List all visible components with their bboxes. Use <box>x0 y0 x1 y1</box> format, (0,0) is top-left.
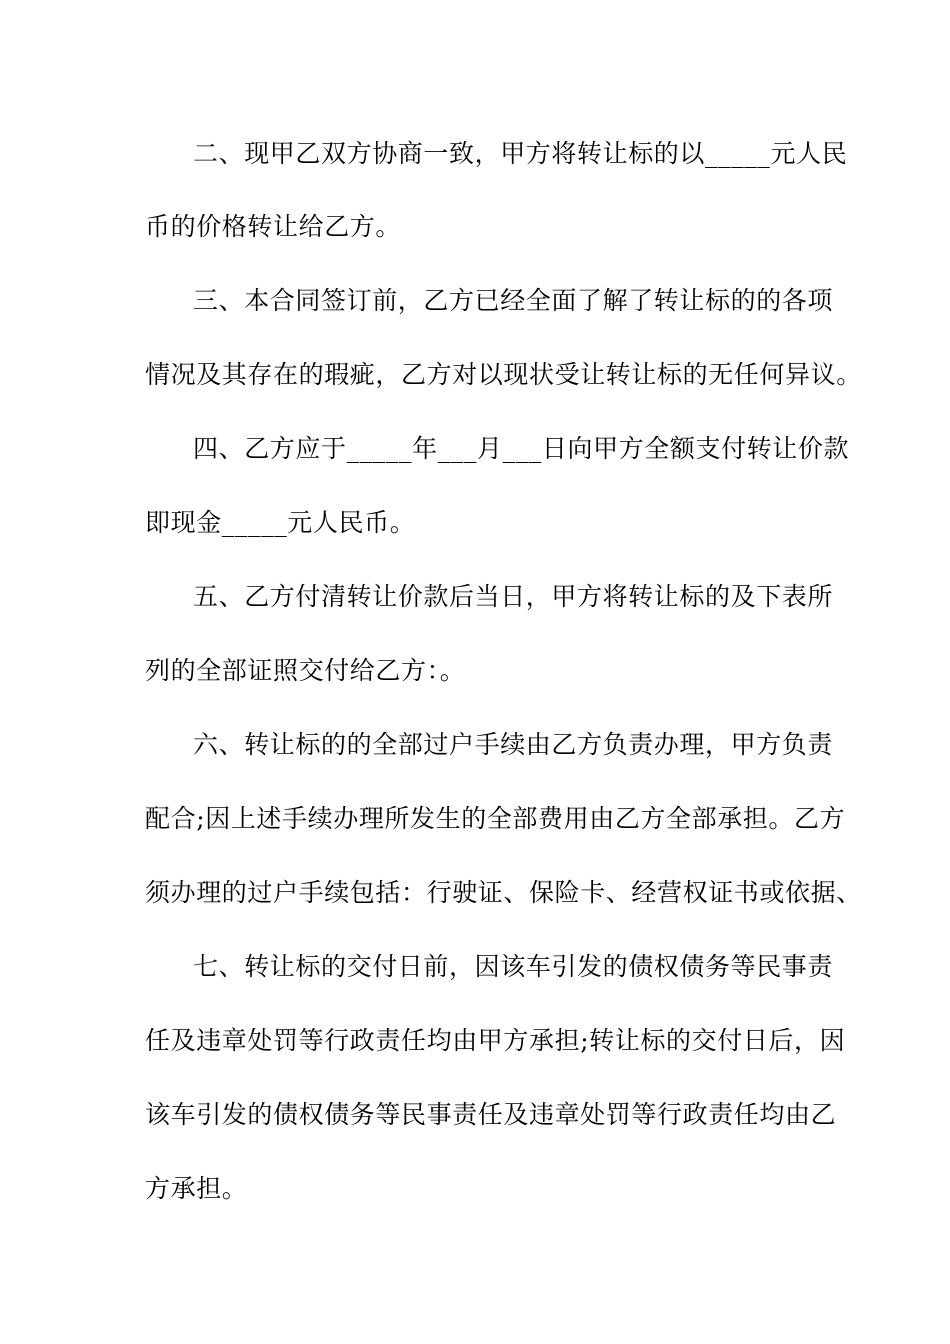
clause-2-line-2: 币的价格转让给乙方。 <box>145 212 402 241</box>
clause-5-line-1: 五、乙方付清转让价款后当日，甲方将转让标的及下表所 <box>193 582 834 611</box>
clause-6-line-3: 须办理的过户手续包括：行驶证、保险卡、经营权证书或依据、 <box>145 878 862 907</box>
clause-2-line-1: 二、现甲乙双方协商一致，甲方将转让标的以_____元人民 <box>193 139 848 168</box>
clause-6-line-2: 配合;因上述手续办理所发生的全部费用由乙方全部承担。乙方 <box>145 804 846 833</box>
clause-4-line-2: 即现金_____元人民币。 <box>145 508 416 537</box>
clause-7-line-3: 该车引发的债权债务等民事责任及违章处罚等行政责任均由乙 <box>145 1100 837 1129</box>
clause-5-line-2: 列的全部证照交付给乙方：。 <box>145 656 466 685</box>
clause-7-line-1: 七、转让标的交付日前，因该车引发的债权债务等民事责 <box>193 952 834 981</box>
clause-3-line-1: 三、本合同签订前，乙方已经全面了解了转让标的的各项 <box>193 286 834 315</box>
clause-4-line-1: 四、乙方应于_____年___月___日向甲方全额支付转让价款 <box>193 434 850 463</box>
clause-7-line-2: 任及违章处罚等行政责任均由甲方承担;转让标的交付日后，因 <box>145 1026 846 1055</box>
clause-3-line-2: 情况及其存在的瑕疵，乙方对以现状受让转让标的无任何异议。 <box>145 360 862 389</box>
clause-7-line-4: 方承担。 <box>145 1174 248 1203</box>
clause-6-line-1: 六、转让标的的全部过户手续由乙方负责办理，甲方负责 <box>193 730 834 759</box>
